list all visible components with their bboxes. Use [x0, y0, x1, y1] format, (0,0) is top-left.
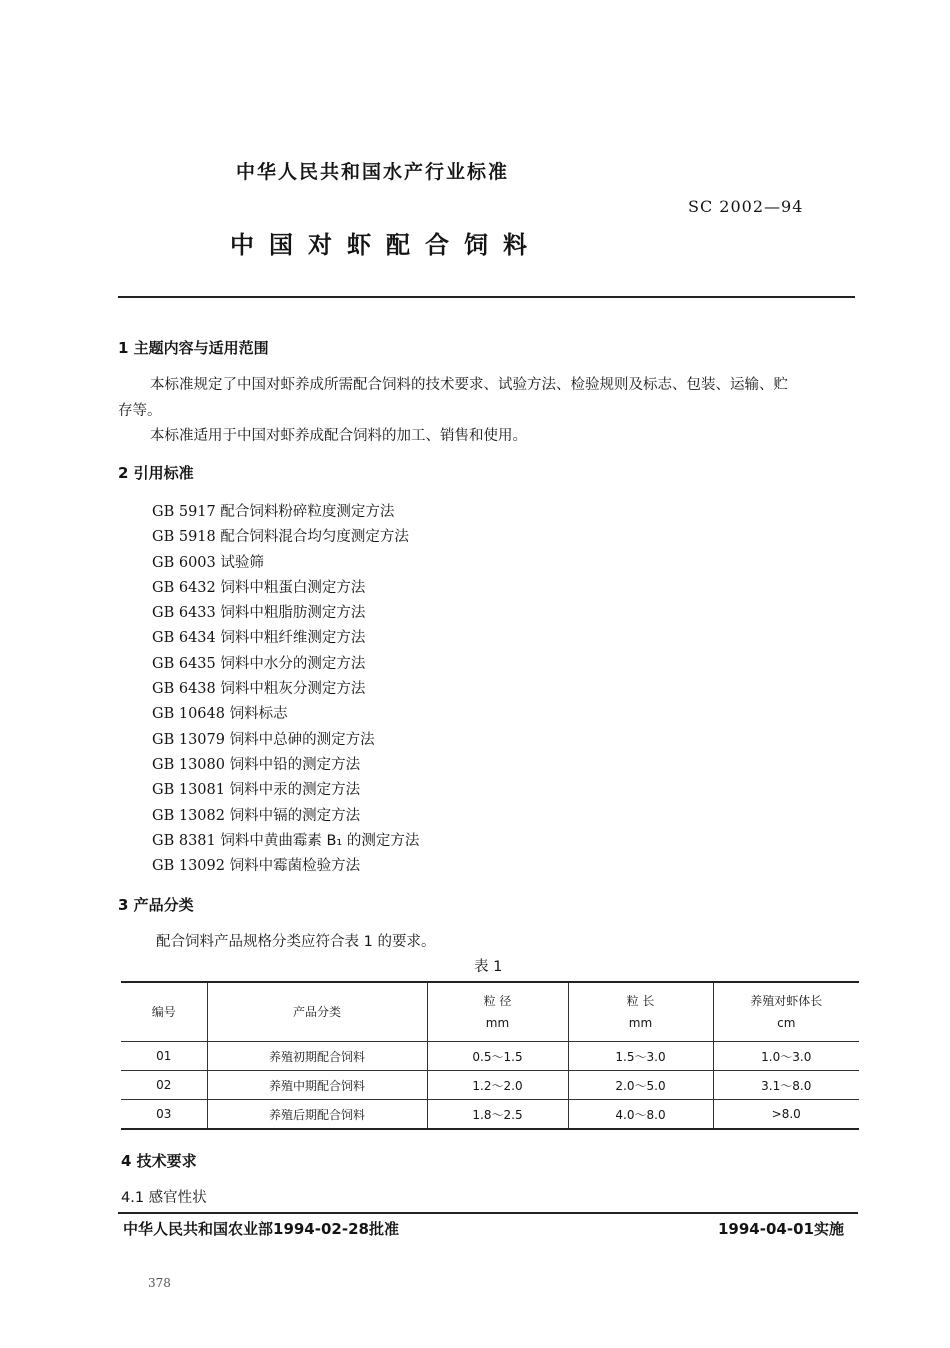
reference-name: 饲料中铅的测定方法: [229, 756, 361, 773]
reference-name: 饲料中粗灰分测定方法: [220, 681, 366, 698]
table-cell: 02: [121, 1071, 207, 1100]
reference-name: 饲料标志: [229, 706, 288, 723]
table-cell: 4.0～8.0: [568, 1100, 713, 1130]
table-row: [121, 1100, 859, 1130]
table-row: [121, 1071, 859, 1100]
reference-item: [152, 551, 419, 576]
reference-code: GB 13080: [152, 756, 225, 773]
table-cell: 1.2～2.0: [427, 1071, 568, 1100]
reference-name: 饲料中水分的测定方法: [220, 655, 366, 672]
table-header-row: [121, 982, 859, 1042]
reference-item: [152, 677, 419, 702]
reference-item: [152, 778, 419, 803]
reference-name: 饲料中镉的测定方法: [229, 807, 361, 824]
table-cell: 1.5～3.0: [568, 1042, 713, 1071]
reference-name: 饲料中粗纤维测定方法: [220, 630, 366, 647]
reference-name: 试验筛: [220, 554, 264, 571]
reference-name: 饲料中黄曲霉素 B₁ 的测定方法: [220, 832, 420, 849]
table-cell: 3.1～8.0: [713, 1071, 859, 1100]
header-label: 粒 径: [483, 994, 512, 1008]
reference-code: GB 6438: [152, 681, 216, 698]
table-cell: 1.8～2.5: [427, 1100, 568, 1130]
header-label: 产品分类: [292, 1005, 341, 1019]
reference-item: [152, 626, 419, 651]
table-cell: 1.0～3.0: [713, 1042, 859, 1071]
reference-list: [152, 500, 419, 879]
header-unit: mm: [628, 1016, 653, 1030]
table-header-cell: [568, 982, 713, 1042]
reference-code: GB 5917: [152, 504, 216, 520]
reference-name: 饲料中霉菌检验方法: [229, 858, 361, 875]
reference-item: [152, 576, 419, 601]
reference-code: GB 10648: [152, 706, 225, 723]
table-cell: >8.0: [713, 1100, 859, 1130]
reference-code: GB 13082: [152, 807, 225, 824]
reference-name: 饲料中总砷的测定方法: [229, 731, 375, 748]
table-header-cell: [207, 982, 427, 1042]
section-1-heading: 1 主题内容与适用范围: [118, 339, 269, 357]
table-row: [121, 1042, 859, 1071]
reference-name: 饲料中粗脂肪测定方法: [220, 605, 366, 622]
page-number: 378: [148, 1276, 171, 1290]
reference-item: [152, 753, 419, 778]
table-cell: 养殖后期配合饲料: [207, 1100, 427, 1130]
reference-item: [152, 702, 419, 727]
reference-code: GB 5918: [152, 529, 216, 546]
reference-code: GB 13081: [152, 782, 225, 799]
table-cell: 01: [121, 1042, 207, 1071]
table-header-cell: [427, 982, 568, 1042]
reference-item: [152, 829, 419, 854]
section-1-paragraph-1: 本标准规定了中国对虾养成所需配合饲料的技术要求、试验方法、检验规则及标志、包装、运输、贮: [150, 377, 788, 393]
reference-name: 配合饲料混合均匀度测定方法: [220, 529, 409, 546]
reference-code: GB 6003: [152, 554, 216, 571]
section-4-heading: 4 技术要求: [121, 1152, 197, 1170]
table-cell: 养殖中期配合饲料: [207, 1071, 427, 1100]
reference-item: [152, 525, 419, 550]
header-label: 粒 长: [626, 994, 655, 1008]
reference-code: GB 8381: [152, 832, 216, 849]
header-unit: cm: [777, 1016, 796, 1030]
reference-item: [152, 804, 419, 829]
reference-code: GB 13079: [152, 731, 225, 748]
reference-name: 饲料中粗蛋白测定方法: [220, 579, 366, 596]
header-label: 养殖对虾体长: [750, 994, 823, 1008]
section-1-paragraph-2: 本标准适用于中国对虾养成配合饲料的加工、销售和使用。: [150, 428, 527, 444]
reference-item: [152, 854, 419, 879]
reference-code: GB 6433: [152, 605, 216, 622]
reference-code: GB 6434: [152, 630, 216, 647]
reference-item: [152, 652, 419, 677]
product-classification-table: [121, 981, 859, 1130]
header-label: 编号: [151, 1005, 176, 1019]
reference-name: 配合饲料粉碎粒度测定方法: [220, 504, 395, 520]
reference-item: [152, 728, 419, 753]
section-3-heading: 3 产品分类: [118, 896, 194, 914]
table-header-cell: [713, 982, 859, 1042]
footer-divider: [118, 1212, 858, 1214]
reference-name: 饲料中汞的测定方法: [229, 782, 361, 799]
title-divider: [118, 296, 855, 298]
reference-item: [152, 500, 419, 525]
reference-item: [152, 601, 419, 626]
table-cell: 0.5～1.5: [427, 1042, 568, 1071]
table-cell: 2.0～5.0: [568, 1071, 713, 1100]
approval-date: 中华人民共和国农业部1994-02-28批准: [123, 1220, 399, 1238]
table-cell: 养殖初期配合饲料: [207, 1042, 427, 1071]
industry-standard-heading: 中华人民共和国水产行业标准: [236, 161, 510, 183]
section-1-paragraph-1-cont: 存等。: [118, 403, 162, 419]
standard-code: SC 2002—94: [688, 197, 804, 216]
table-cell: 03: [121, 1100, 207, 1130]
reference-code: GB 13092: [152, 858, 225, 875]
document-title: 中国对虾配合饲料: [230, 231, 542, 259]
section-3-paragraph: 配合饲料产品规格分类应符合表 1 的要求。: [156, 934, 436, 950]
reference-code: GB 6435: [152, 655, 216, 672]
table-caption: 表 1: [474, 959, 503, 975]
header-unit: mm: [485, 1016, 510, 1030]
section-4-1-heading: 4.1 感官性状: [121, 1190, 207, 1206]
reference-code: GB 6432: [152, 579, 216, 596]
section-2-heading: 2 引用标准: [118, 464, 194, 482]
effective-date: 1994-04-01实施: [718, 1220, 844, 1238]
table-header-cell: [121, 982, 207, 1042]
